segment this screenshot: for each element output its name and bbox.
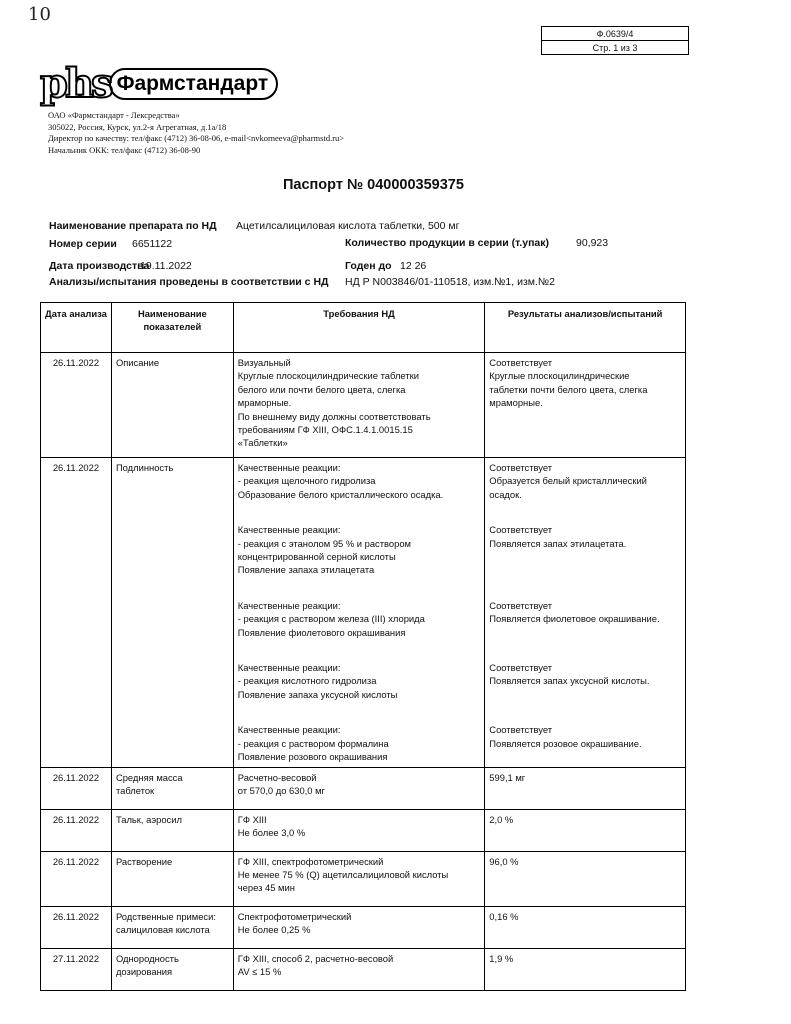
result-block: 2,0 % [489, 813, 514, 825]
requirement-block: ГФ XIII, спектрофотометрический Не менее 75 % (Q) ацетилсалициловой кислоты через 45 мин [237, 855, 449, 894]
cell-results [485, 353, 686, 458]
result-block: Соответствует Появляется запах уксусной кислоты. [489, 662, 650, 687]
cell-indicator: Подлинность [111, 458, 233, 768]
requirement-block: ГФ XIII, способ 2, расчетно-весовой AV ≤ 15 % [237, 952, 394, 977]
requirement-block: Визуальный Круглые плоскоцилиндрические таблетки белого или почти белого цвета, слегка мраморные. По внешнему виду должны соответствовать требованиям ГФ XIII, ОФС.1.4.1.0015.15 «Таблетки» [237, 357, 431, 449]
analysis-value: НД Р N003846/01-110518, изм.№1, изм.№2 [345, 276, 556, 288]
cell-indicator: Описание [111, 353, 233, 458]
cell-date: 26.11.2022 [41, 851, 112, 906]
cell-requirements [233, 767, 485, 809]
cell-indicator: Средняя масса таблеток [111, 767, 233, 809]
logo-mark: phs [40, 60, 111, 107]
cell-results [485, 458, 686, 768]
form-code-box [541, 26, 689, 55]
form-code: Ф.0639/4 [542, 27, 689, 41]
production-date-label: Дата производства [49, 260, 150, 272]
cell-date: 26.11.2022 [41, 353, 112, 458]
cell-indicator: Однородность дозирования [111, 948, 233, 990]
table-row [41, 353, 686, 458]
requirement-block: Качественные реакции: - реакция с раствором железа (III) хлорида Появление фиолетового окрашивания [237, 599, 425, 638]
cell-requirements [233, 458, 485, 768]
analysis-label: Анализы/испытания проведены в соответствии с НД [49, 276, 329, 288]
cell-results [485, 851, 686, 906]
page-counter: Стр. 1 из 3 [542, 41, 689, 55]
result-block: 1,9 % [489, 952, 514, 964]
cell-results [485, 767, 686, 809]
company-line: ОАО «Фармстандарт - Лексредства» [48, 110, 180, 120]
result-block: Соответствует Круглые плоскоцилиндрические таблетки почти белого цвета, слегка мраморные. [489, 357, 648, 409]
result-block: 96,0 % [489, 855, 519, 867]
logo-name: Фармстандарт [109, 68, 279, 100]
cell-date: 26.11.2022 [41, 458, 112, 768]
header-requirements: Требования НД [233, 303, 485, 353]
cell-indicator: Тальк, аэросил [111, 809, 233, 851]
company-line: 305022, Россия, Курск, ул.2-я Агрегатная, д.1а/18 [48, 121, 227, 132]
cell-date: 26.11.2022 [41, 906, 112, 948]
drug-value: Ацетилсалициловая кислота таблетки, 500 мг [236, 220, 460, 232]
company-line: Начальник ОКК: тел/факс (4712) 36-08-90 [48, 144, 201, 155]
requirement-block: Качественные реакции: - реакция с раствором формалина Появление розового окрашивания [237, 724, 389, 763]
requirement-block: ГФ XIII Не более 3,0 % [237, 813, 306, 838]
analysis-table [40, 302, 686, 991]
drug-label: Наименование препарата по НД [49, 220, 217, 232]
table-row [41, 948, 686, 990]
table-row [41, 906, 686, 948]
result-block: Соответствует Появляется запах этилацетата. [489, 524, 627, 549]
expiry-label: Годен до [345, 260, 392, 272]
quantity-value: 90,923 [576, 237, 609, 249]
company-info [48, 110, 344, 156]
result-block: 599,1 мг [489, 771, 526, 783]
cell-results [485, 948, 686, 990]
requirement-block: Качественные реакции: - реакция щелочного гидролиза Образование белого кристаллического осадка. [237, 462, 444, 500]
cell-indicator: Родственные примеси: салициловая кислота [111, 906, 233, 948]
result-block: Соответствует Появляется фиолетовое окрашивание. [489, 599, 660, 625]
requirement-block: Качественные реакции: - реакция с этанолом 95 % и раствором концентрированной серной кислоты Появление запаха этилацетата [237, 524, 412, 576]
cell-requirements [233, 809, 485, 851]
cell-date: 26.11.2022 [41, 767, 112, 809]
table-row [41, 767, 686, 809]
cell-date: 27.11.2022 [41, 948, 112, 990]
cell-indicator: Растворение [111, 851, 233, 906]
header-indicator: Наименование показателей [111, 303, 233, 353]
series-value: 6651122 [132, 238, 173, 250]
analysis-table-body [41, 353, 686, 991]
table-row [41, 809, 686, 851]
requirement-block: Расчетно-весовой от 570,0 до 630,0 мг [237, 771, 325, 796]
cell-date: 26.11.2022 [41, 809, 112, 851]
quantity-label: Количество продукции в серии (т.упак) [345, 237, 550, 249]
result-block: Соответствует Появляется розовое окрашивание. [489, 724, 642, 749]
cell-requirements [233, 906, 485, 948]
cell-requirements [233, 948, 485, 990]
result-block: 0,16 % [489, 910, 519, 922]
requirement-block: Спектрофотометрический Не более 0,25 % [237, 910, 352, 935]
cell-results [485, 809, 686, 851]
production-date-value: 19.11.2022 [140, 260, 192, 272]
handwritten-page-number: 10 [28, 4, 51, 25]
header-date: Дата анализа [41, 303, 112, 353]
table-row [41, 851, 686, 906]
table-row [41, 458, 686, 768]
cell-results [485, 906, 686, 948]
company-logo [40, 60, 278, 107]
expiry-value: 12 26 [400, 260, 427, 272]
cell-requirements [233, 353, 485, 458]
document-title: Паспорт № 040000359375 [283, 177, 464, 193]
series-label: Номер серии [49, 238, 117, 250]
header-results: Результаты анализов/испытаний [485, 303, 686, 353]
cell-requirements [233, 851, 485, 906]
company-line: Директор по качеству: тел/факс (4712) 36-08-06, e-mail<nvkorneeva@pharmstd.ru> [48, 133, 345, 143]
result-block: Соответствует Образуется белый кристаллический осадок. [489, 462, 647, 500]
requirement-block: Качественные реакции: - реакция кислотного гидролиза Появление запаха уксусной кислоты [237, 662, 398, 700]
